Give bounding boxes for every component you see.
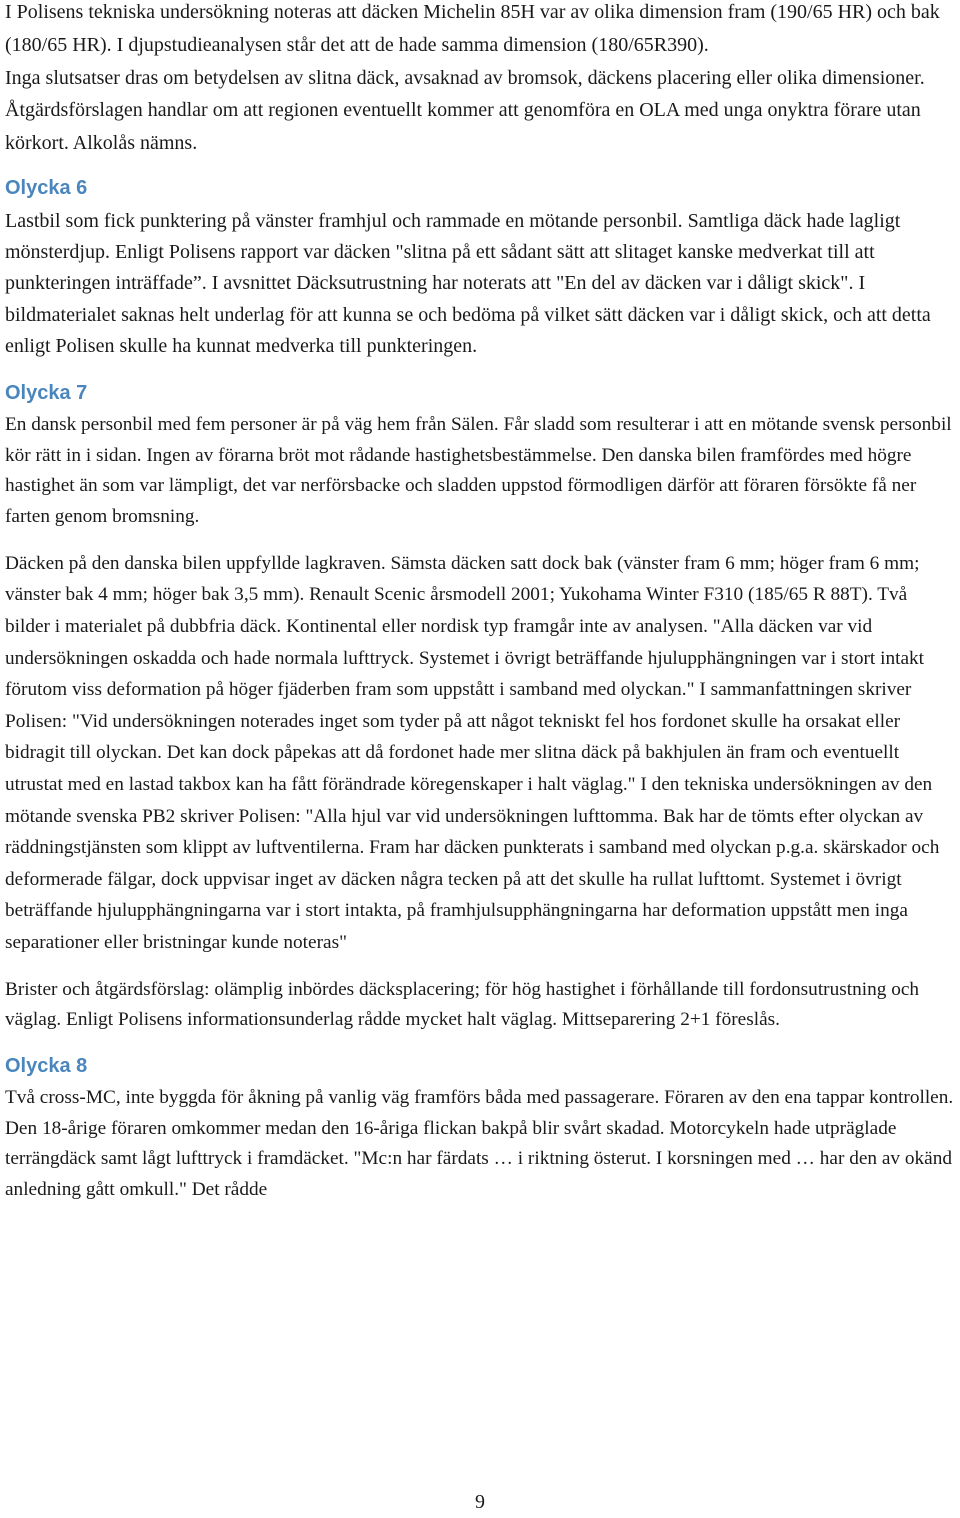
paragraph-olycka-7-measures: Brister och åtgärdsförslag: olämplig inbördes däcksplacering; för hög hastighet i förhållande till fordonsutrustning och väglag. Enligt Polisens informationsunderlag rådde mycket halt väglag. Mittseparering 2+1 föreslås. — [5, 978, 920, 1031]
paragraph-no-conclusions: Inga slutsatser dras om betydelsen av slitna däck, avsaknad av bromsok, däckens placering eller olika dimensioner. — [5, 66, 925, 89]
document-page — [5, 0, 957, 1206]
heading-olycka-8: Olycka 8 — [5, 1054, 88, 1077]
paragraph-olycka-7-tires: Däcken på den danska bilen uppfyllde lagkraven. Sämsta däcken satt dock bak (vänster fram 6 mm; höger fram 6 mm; vänster bak 4 mm; höger bak 3,5 mm). Renault Scenic årsmodell 2001; Yukohama Winter F310 (185/65 R 88T). Två bilder i materialet på dubbfria däck. Kontinental eller nordisk typ framgår inte av analysen. "Alla däcken var vid undersökningen oskadda och hade normala lufttryck. Systemet i övrigt beträffande hjulupphängningen var i stort intakt förutom viss deformation på höger fjäderben fram som uppstått i samband med olyckan." I sammanfattningen skriver Polisen: "Vid undersökningen noterades inget som tyder på att något tekniskt fel hos fordonet skulle ha orsakat eller bidragit till olyckan. Det kan dock påpekas att då fordonet hade mer slitna däck på bakhjulen än fram och eventuellt utrustat med en lastad takbox kan ha fått förändrade köregenskaper i halt väglag." I den tekniska undersökningen av den mötande svenska PB2 skriver Polisen: "Alla hjul var vid undersökningen lufttomma. Bak har de tömts efter olyckan av räddningstjänsten som klippt av luftventilerna. Fram har däcken punkterats i samband med olyckan p.g.a. skärskador och deformerade fälgar, dock uppvisar inget av däcken några tecken på att det skulle ha rullat lufttomt. Systemet i övrigt beträffande hjulupphängningarna var i stort intakta, på framhjulsupphängningarna har deformation uppstått men inga separationer eller bristningar kunde noteras" — [5, 552, 940, 953]
heading-olycka-7: Olycka 7 — [5, 382, 88, 404]
paragraph-olycka-8: Två cross-MC, inte byggda för åkning på vanlig väg framförs båda med passagerare. Föraren av den ena tappar kontrollen. Den 18-årige föraren omkommer medan den 16-åriga flickan bakpå blir svårt skadad. Motorcykeln hade utpräglade terrängdäck samt lågt lufttryck i framdäcket. "Mc:n har färdats … i riktning österut. I korsningen med … har den av okänd anledning gått omkull." Det rådde — [5, 1086, 954, 1201]
page-number: 9 — [475, 1491, 485, 1513]
paragraph-measures: Åtgärdsförslagen handlar om att regionen eventuellt kommer att genomföra en OLA med unga onyktra förare utan körkort. Alkolås nämns. — [5, 99, 921, 155]
paragraph-tire-dimensions: I Polisens tekniska undersökning noteras att däcken Michelin 85H var av olika dimension fram (190/65 HR) och bak (180/65 HR). I djupstudieanalysen står det att de hade samma dimension (180/65R390). — [5, 1, 940, 56]
heading-olycka-6: Olycka 6 — [5, 176, 88, 199]
paragraph-olycka-7-summary: En dansk personbil med fem personer är på väg hem från Sälen. Får sladd som resulterar i att en mötande svensk personbil kör rätt in i sidan. Ingen av förarna bröt mot rådande hastighetsbestämmelse. Den danska bilen framfördes med högre hastighet än som var lämpligt, det var nerförsbacke och sladden uppstod förmodligen därför att föraren försökte få ner farten genom bromsning. — [5, 414, 952, 528]
paragraph-olycka-6: Lastbil som fick punktering på vänster framhjul och rammade en mötande personbil. Samtliga däck hade lagligt mönsterdjup. Enligt Polisens rapport var däcken "slitna på ett sådant sätt att slitaget kanske medverkat till att punkteringen inträffade”. I avsnittet Däcksutrustning har noterats att "En del av däcken var i dåligt skick". I bildmaterialet saknas helt underlag för att kunna se och bedöma på vilket sätt däcken var i dåligt skick, och att detta enligt Polisen skulle ha kunnat medverka till punkteringen. — [5, 209, 931, 357]
